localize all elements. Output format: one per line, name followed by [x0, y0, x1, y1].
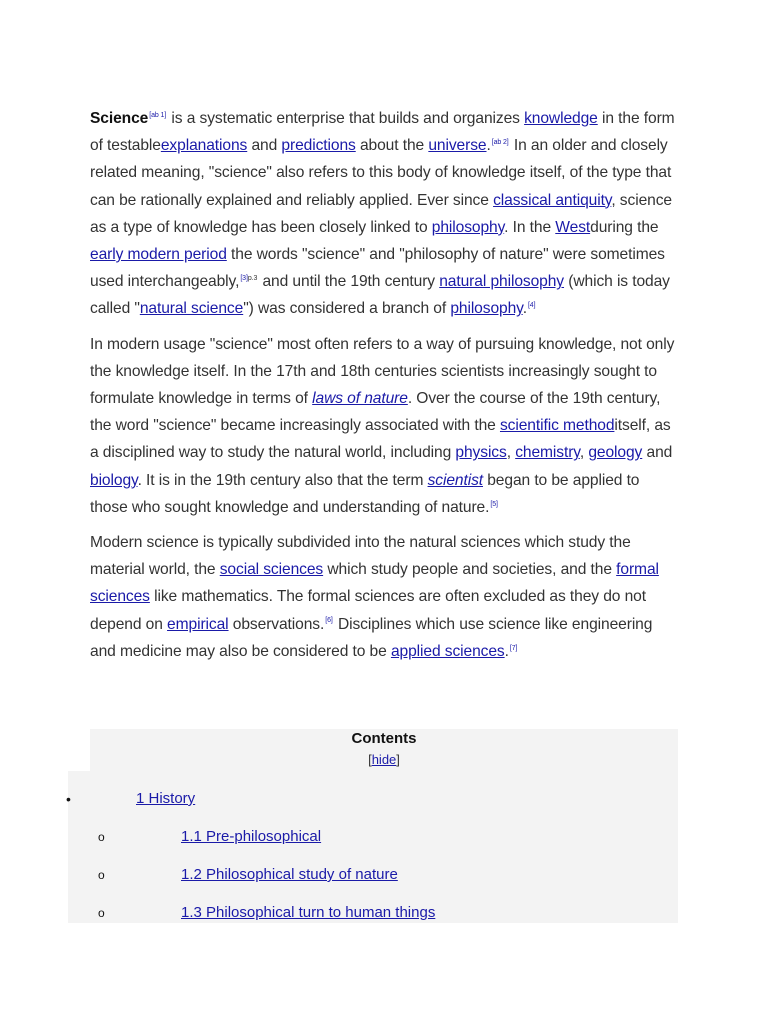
text: and	[247, 137, 282, 155]
text: during the	[590, 218, 659, 236]
link-chemistry[interactable]: chemistry	[515, 444, 580, 462]
link-early-modern-period[interactable]: early modern period	[90, 246, 227, 264]
text: Modern science is typically subdivided into the natural sciences which study the material world, the	[90, 534, 631, 579]
link-social-sciences[interactable]: social sciences	[219, 561, 324, 579]
text: , science as a type of knowledge has been closely linked to	[90, 191, 672, 236]
article-body	[90, 105, 680, 673]
text: . In the	[504, 218, 556, 236]
circle-bullet-icon: o	[98, 830, 105, 844]
citation-link[interactable]: [4]	[527, 302, 536, 310]
citation[interactable]	[528, 302, 535, 309]
toc-item-philosophical-turn[interactable]: 1.3 Philosophical turn to human things	[181, 904, 436, 921]
toc-item-pre-philosophical[interactable]: 1.1 Pre-philosophical	[181, 828, 322, 845]
citation[interactable]	[149, 112, 166, 119]
link-universe[interactable]: universe	[428, 137, 487, 155]
citation[interactable]	[510, 645, 517, 652]
link-classical-antiquity[interactable]: classical antiquity	[493, 191, 612, 209]
link-laws-of-nature[interactable]: laws of nature	[312, 390, 408, 408]
text: itself, as a disciplined way to study the natural world, including	[90, 417, 671, 462]
link-predictions[interactable]: predictions	[281, 137, 356, 155]
toc-hide-link[interactable]: hide	[371, 752, 397, 767]
subdivision-paragraph	[90, 529, 680, 665]
citation[interactable]	[325, 617, 332, 624]
text: .	[486, 137, 491, 155]
link-knowledge[interactable]: knowledge	[524, 110, 598, 127]
link-applied-sciences[interactable]: applied sciences	[390, 642, 505, 660]
text: began to be applied to those who sought knowledge and understanding of nature.	[90, 471, 640, 516]
link-formal-sciences[interactable]: formal sciences	[90, 561, 659, 606]
text: and until the 19th century	[258, 273, 440, 291]
text: in the form of testable	[90, 110, 675, 155]
toc-item-philosophical-study-of-nature[interactable]: 1.2 Philosophical study of nature	[181, 866, 398, 883]
text: and	[642, 444, 673, 462]
text: .	[522, 300, 527, 318]
link-philosophy[interactable]: philosophy	[431, 218, 505, 236]
text: (which is today called "	[90, 273, 670, 318]
link-explanations[interactable]: explanations	[160, 137, 248, 155]
text: In modern usage "science" most often refers to a way of pursuing knowledge, not only the knowledge itself. In the 17th and 18th centuries scientists increasingly sought to formulate knowledge in terms of	[90, 335, 675, 408]
table-of-contents	[90, 729, 678, 923]
link-geology[interactable]: geology	[588, 444, 643, 462]
circle-bullet-icon: o	[98, 906, 105, 920]
citation-link[interactable]: [6]	[325, 617, 333, 625]
link-west[interactable]: West	[555, 218, 591, 236]
term-science: Science	[90, 110, 149, 127]
citation-link[interactable]: [ab 1]	[149, 111, 167, 119]
text: observations.	[228, 615, 325, 633]
intro-paragraph	[90, 105, 680, 323]
link-philosophy[interactable]: philosophy	[450, 300, 523, 318]
citation-link[interactable]: [5]	[490, 500, 498, 508]
text: . It is in the 19th century also that the term	[137, 471, 428, 489]
link-empirical[interactable]: empirical	[167, 615, 229, 633]
link-natural-philosophy[interactable]: natural philosophy	[439, 273, 565, 291]
text: ,	[506, 444, 516, 462]
text: like mathematics. The formal sciences are often excluded as they do not depend on	[90, 588, 646, 633]
text: is a systematic enterprise that builds and organizes	[167, 110, 525, 127]
text: which study people and societies, and the	[323, 561, 617, 579]
link-natural-science[interactable]: natural science	[139, 300, 244, 318]
text: In an older and closely related meaning, "science" also refers to this body of knowledge itself, of the type that can be rationally explained and reliably applied. Ever since	[90, 137, 672, 209]
toc-title: Contents	[351, 730, 417, 747]
citation-link[interactable]: [3]	[240, 275, 248, 283]
text: . Over the course of the 19th century, the word "science" became increasingly associated with the	[90, 390, 661, 435]
toc-bracket-close: ]	[396, 752, 400, 767]
citation[interactable]	[240, 275, 257, 282]
toc-bracket-open: [	[368, 752, 372, 767]
circle-bullet-icon: o	[98, 868, 105, 882]
bullet-icon: •	[66, 791, 71, 807]
citation[interactable]	[490, 501, 497, 508]
citation-link[interactable]: [7]	[509, 644, 518, 652]
link-scientific-method[interactable]: scientific method	[499, 417, 615, 435]
toc-item-history[interactable]: 1 History	[136, 790, 196, 807]
text: about the	[355, 137, 429, 155]
link-scientist[interactable]: scientist	[427, 471, 483, 489]
citation-page: p.3	[247, 275, 258, 283]
text: ") was considered a branch of	[243, 300, 451, 318]
link-biology[interactable]: biology	[90, 471, 138, 489]
text: Disciplines which use science like engineering and medicine may also be considered to be	[90, 615, 653, 660]
citation-link[interactable]: [ab 2]	[491, 139, 509, 147]
citation[interactable]	[492, 139, 509, 146]
text: .	[504, 642, 509, 660]
toc-toggle	[90, 752, 678, 767]
text: ,	[579, 444, 589, 462]
modern-usage-paragraph	[90, 331, 680, 521]
link-physics[interactable]: physics	[455, 444, 507, 462]
toc-background-strip	[68, 771, 90, 923]
text: the words "science" and "philosophy of nature" were sometimes used interchangeably,	[90, 246, 665, 291]
